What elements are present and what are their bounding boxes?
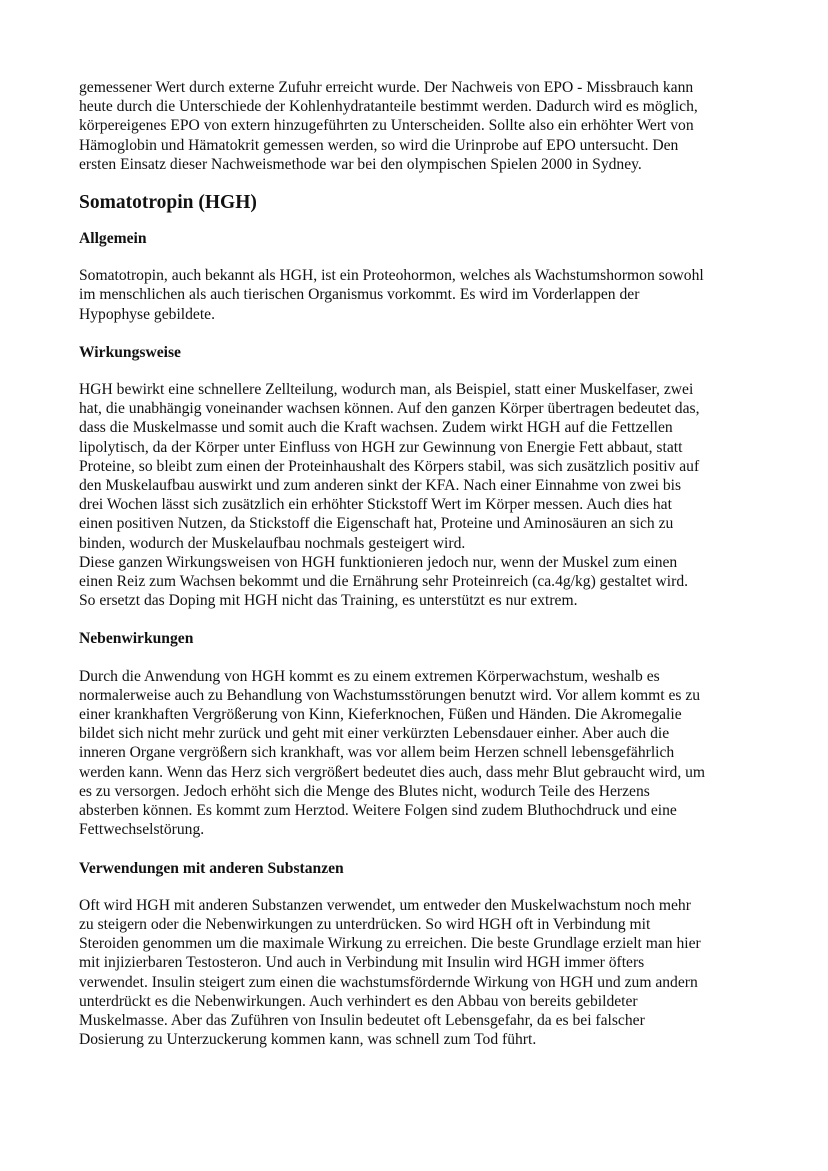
text-line: im menschlichen als auch tierischen Organismus vorkommt. Es wird im Vorderlappen der — [79, 286, 640, 304]
text-line: zu steigern oder die Nebenwirkungen zu unterdrücken. So wird HGH oft in Verbindung mit — [79, 915, 651, 933]
text-line: den Muskelaufbau auswirkt und zum anderen sinkt der KFA. Nach einer Einnahme von zwei bis — [79, 477, 682, 495]
heading-wirkungsweise: Wirkungsweise — [79, 343, 181, 361]
intro-paragraph — [79, 78, 751, 174]
section-title: Somatotropin (HGH) — [79, 192, 257, 214]
intro-line: gemessener Wert durch externe Zufuhr erreicht wurde. Der Nachweis von EPO - Missbrauch kann — [79, 79, 694, 96]
text-line: verwendet. Insulin steigert zum einen die wachstumsfördernde Wirkung von HGH und zum andern — [79, 973, 698, 991]
text-line: Proteine, so bleibt zum einen der Proteinhaushalt des Körpers stabil, was sich zusätzlich positiv auf — [79, 457, 700, 475]
heading-allgemein: Allgemein — [79, 230, 147, 248]
text-line: inneren Organe vergrößern sich krankhaft, was vor allem beim Herzen schnell lebensgefährlich — [79, 744, 675, 762]
text-line: es zu versorgen. Jedoch erhöht sich die Menge des Blutes nicht, wodurch Teile des Herzens — [79, 782, 650, 800]
document-page — [79, 78, 751, 1049]
heading-nebenwirkungen: Nebenwirkungen — [79, 630, 194, 648]
text-line: Somatotropin, auch bekannt als HGH, ist ein Proteohormon, welches als Wachstumshormon sowohl — [79, 267, 704, 285]
text-line: binden, wodurch der Muskelaufbau nochmals gesteigert wird. — [79, 534, 466, 552]
intro-line: Hämoglobin und Hämatokrit gemessen werden, so wird die Urinprobe auf EPO untersucht. Den — [79, 136, 679, 154]
text-line: HGH bewirkt eine schnellere Zellteilung, wodurch man, als Beispiel, statt einer Muskelfaser, zwei — [79, 381, 694, 399]
paragraph-verwendungen — [79, 896, 751, 1050]
text-line: einer krankhaften Vergrößerung von Kinn, Kieferknochen, Füßen und Händen. Die Akromegalie — [79, 706, 682, 724]
text-line: lipolytisch, da der Körper unter Einfluss von HGH zur Gewinnung von Energie Fett abbaut, statt — [79, 438, 683, 456]
paragraph-allgemein — [79, 266, 751, 324]
text-line: Steroiden genommen um die maximale Wirkung zu erreichen. Die beste Grundlage erzielt man hier — [79, 935, 701, 953]
text-line: normalerweise auch zu Behandlung von Wachstumsstörungen benutzt wird. Vor allem kommt es zu — [79, 686, 701, 704]
paragraph-wirkungsweise — [79, 380, 751, 610]
text-line: mit injizierbaren Testosteron. Und auch in Verbindung mit Insulin wird HGH immer öfters — [79, 954, 645, 972]
text-line: Oft wird HGH mit anderen Substanzen verwendet, um entweder den Muskelwachstum noch mehr — [79, 896, 691, 914]
text-line: Dosierung zu Unterzuckerung kommen kann, was schnell zum Tod führt. — [79, 1031, 537, 1049]
text-line: Fettwechselstörung. — [79, 821, 205, 839]
text-line: werden kann. Wenn das Herz sich vergrößert bedeutet dies auch, dass mehr Blut gebraucht wird, um — [79, 763, 706, 781]
text-line: einen Reiz zum Wachsen bekommt und die Ernährung sehr Proteinreich (ca.4g/kg) gestaltet wird. — [79, 573, 689, 591]
intro-line: körpereigenes EPO von extern hinzugeführten zu Unterscheiden. Sollte also ein erhöhter Wert von — [79, 117, 694, 135]
text-line: Muskelmasse. Aber das Zuführen von Insulin bedeutet oft Lebensgefahr, da es bei falscher — [79, 1011, 645, 1029]
text-line: Hypophyse gebildete. — [79, 305, 215, 323]
text-line: Diese ganzen Wirkungsweisen von HGH funktionieren jedoch nur, wenn der Muskel zum einen — [79, 553, 678, 571]
paragraph-nebenwirkungen — [79, 667, 751, 840]
intro-line: heute durch die Unterschiede der Kohlenhydratanteile bestimmt werden. Dadurch wird es möglich, — [79, 98, 698, 116]
intro-line: ersten Einsatz dieser Nachweismethode war bei den olympischen Spielen 2000 in Sydney. — [79, 155, 642, 173]
text-line: hat, die unabhängig voneinander wachsen können. Auf den ganzen Körper übertragen bedeutet das, — [79, 400, 700, 418]
text-line: dass die Muskelmasse und somit auch die Kraft wachsen. Zudem wirkt HGH auf die Fettzellen — [79, 419, 673, 437]
text-line: drei Wochen lässt sich zusätzlich ein erhöhter Stickstoff Wert im Körper messen. Auch dies hat — [79, 496, 672, 514]
text-line: Durch die Anwendung von HGH kommt es zu einem extremen Körperwachstum, weshalb es — [79, 667, 660, 685]
text-line: absterben können. Es kommt zum Herztod. Weitere Folgen sind zudem Bluthochdruck und eine — [79, 802, 677, 820]
text-line: bildet sich nicht mehr zurück und geht mit einer verkürzten Lebensdauer einher. Aber auch die — [79, 725, 670, 743]
heading-verwendungen: Verwendungen mit anderen Substanzen — [79, 859, 344, 877]
text-line: So ersetzt das Doping mit HGH nicht das Training, es unterstützt es nur extrem. — [79, 592, 578, 610]
text-line: einen positiven Nutzen, da Stickstoff die Eigenschaft hat, Proteine und Aminosäuren an sich zu — [79, 515, 674, 533]
text-line: unterdrückt es die Nebenwirkungen. Auch verhindert es den Abbau von bereits gebildeter — [79, 992, 638, 1010]
